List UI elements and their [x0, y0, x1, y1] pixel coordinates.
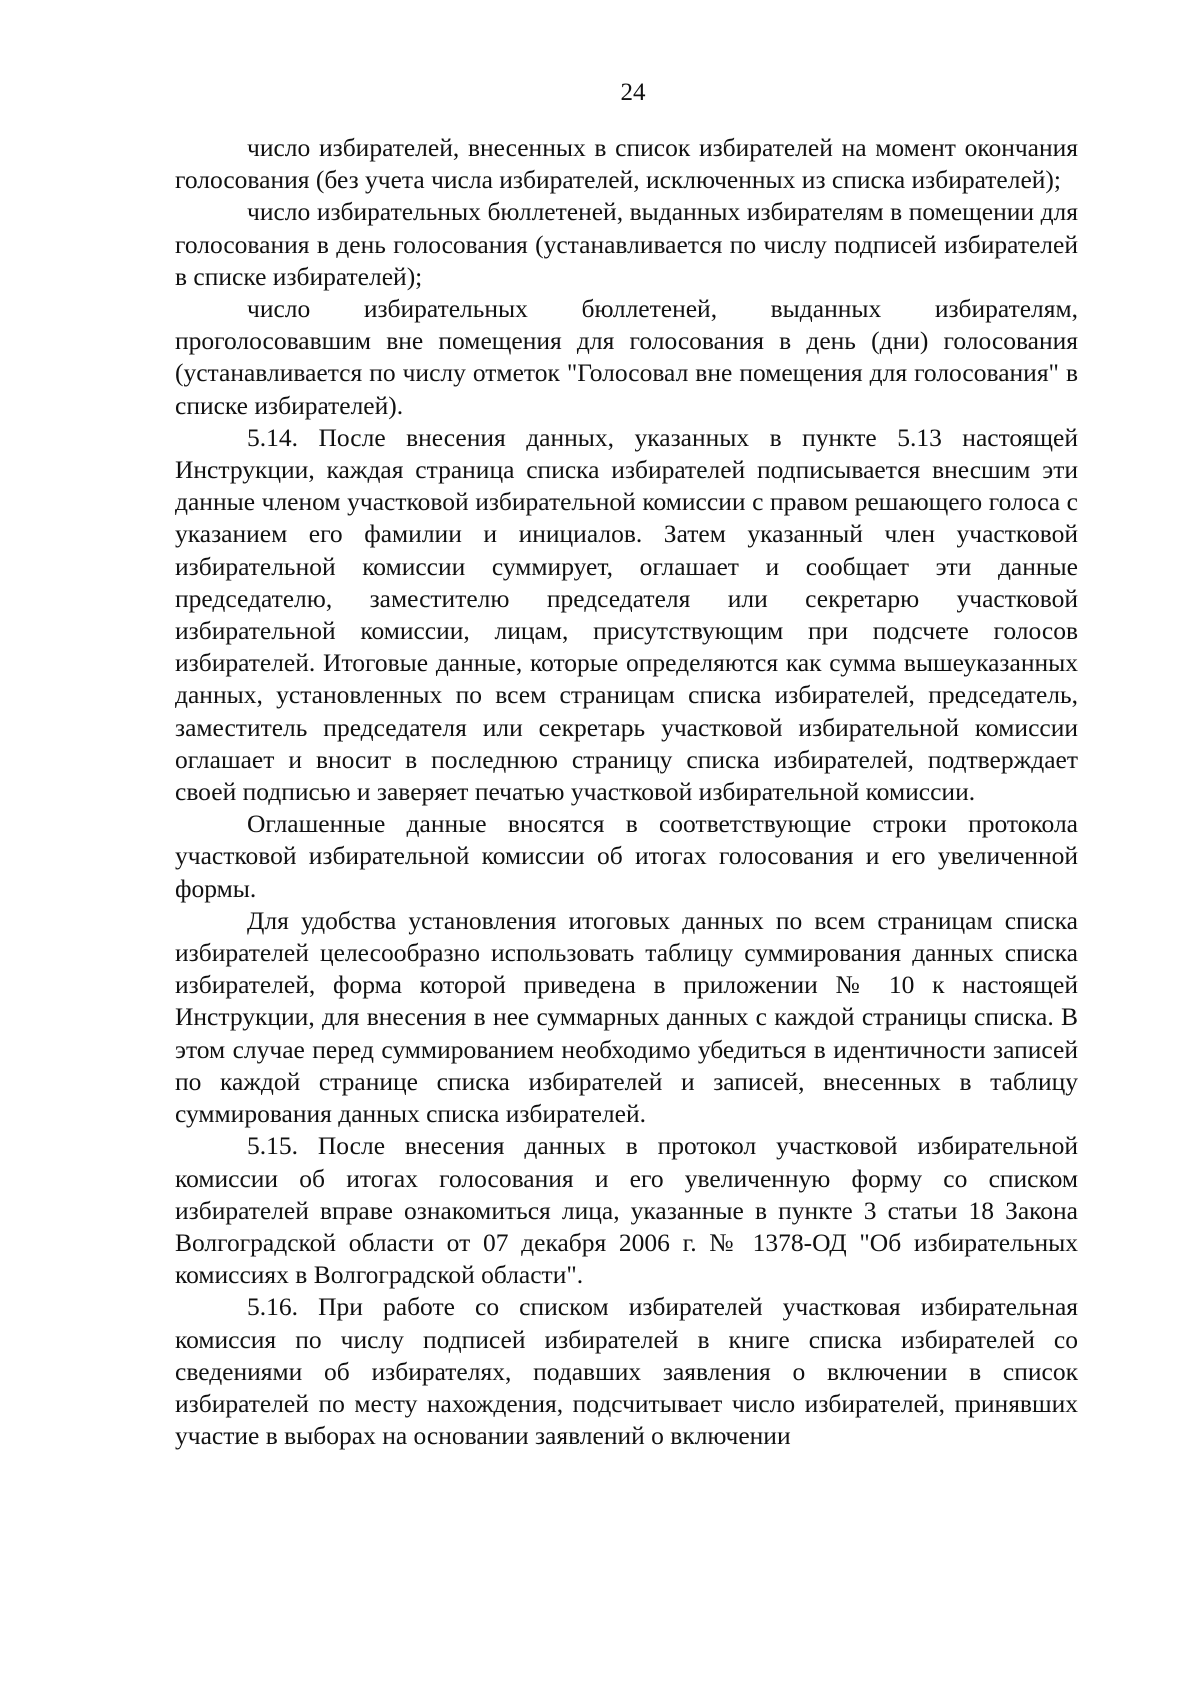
paragraph-voters-in-list: число избирателей, внесенных в список избирателей на момент окончания голосования (без учета числа избирателей, исключенных из списка избирателей);: [175, 133, 1078, 195]
paragraph-clause-5-15: 5.15. После внесения данных в протокол участковой избирательной комиссии об итогах голосования и его увеличенную форму со списком избирателей вправе ознакомиться лица, указанные в пункте 3 статьи 18 Закона Волгоградской области от 07 декабря 2006 г. № 1378-ОД "Об избирательных комиссиях в Волгоградской области".: [175, 1131, 1078, 1290]
paragraph-summation-table: Для удобства установления итоговых данных по всем страницам списка избирателей целесообразно использовать таблицу суммирования данных списка избирателей, форма которой приведена в приложении № 10 к настоящей Инструкции, для внесения в нее суммарных данных с каждой страницы списка. В этом случае перед суммированием необходимо убедиться в идентичности записей по каждой странице списка избирателей и записей, внесенных в таблицу суммирования данных списка избирателей.: [175, 905, 1078, 1129]
paragraph-announced-data: Оглашенные данные вносятся в соответствующие строки протокола участковой избирательной комиссии об итогах голосования и его увеличенной формы.: [175, 809, 1078, 903]
paragraph-clause-5-14: 5.14. После внесения данных, указанных в пункте 5.13 настоящей Инструкции, каждая страница списка избирателей подписывается внесшим эти данные членом участковой избирательной комиссии с правом решающего голоса с указанием его фамилии и инициалов. Затем указанный член участковой избирательной комиссии суммирует, оглашает и сообщает эти данные председателю, заместителю председателя или секретарю участковой избирательной комиссии, лицам, присутствующим при подсчете голосов избирателей. Итоговые данные, которые определяются как сумма вышеуказанных данных, установленных по всем страницам списка избирателей, председатель, заместитель председателя или секретарь участковой избирательной комиссии оглашает и вносит в последнюю страницу списка избирателей, подтверждает своей подписью и заверяет печатью участковой избирательной комиссии.: [175, 422, 1078, 807]
paragraph-clause-5-16: 5.16. При работе со списком избирателей участковая избирательная комиссия по числу подписей избирателей в книге списка избирателей со сведениями об избирателях, подавших заявления о включении в список избирателей по месту нахождения, подсчитывает число избирателей, принявших участие в выборах на основании заявлений о включении: [175, 1292, 1078, 1451]
document-body: [175, 132, 1078, 1452]
paragraph-ballots-issued-outside: число избирательных бюллетеней, выданных избирателям, проголосовавшим вне помещения для голосования в день (дни) голосования (устанавливается по числу отметок "Голосовал вне помещения для голосования" в списке избирателей).: [175, 294, 1078, 420]
paragraph-ballots-issued-in-room: число избирательных бюллетеней, выданных избирателям в помещении для голосования в день голосования (устанавливается по числу подписей избирателей в списке избирателей);: [175, 197, 1078, 291]
page-number: 24: [620, 79, 646, 106]
